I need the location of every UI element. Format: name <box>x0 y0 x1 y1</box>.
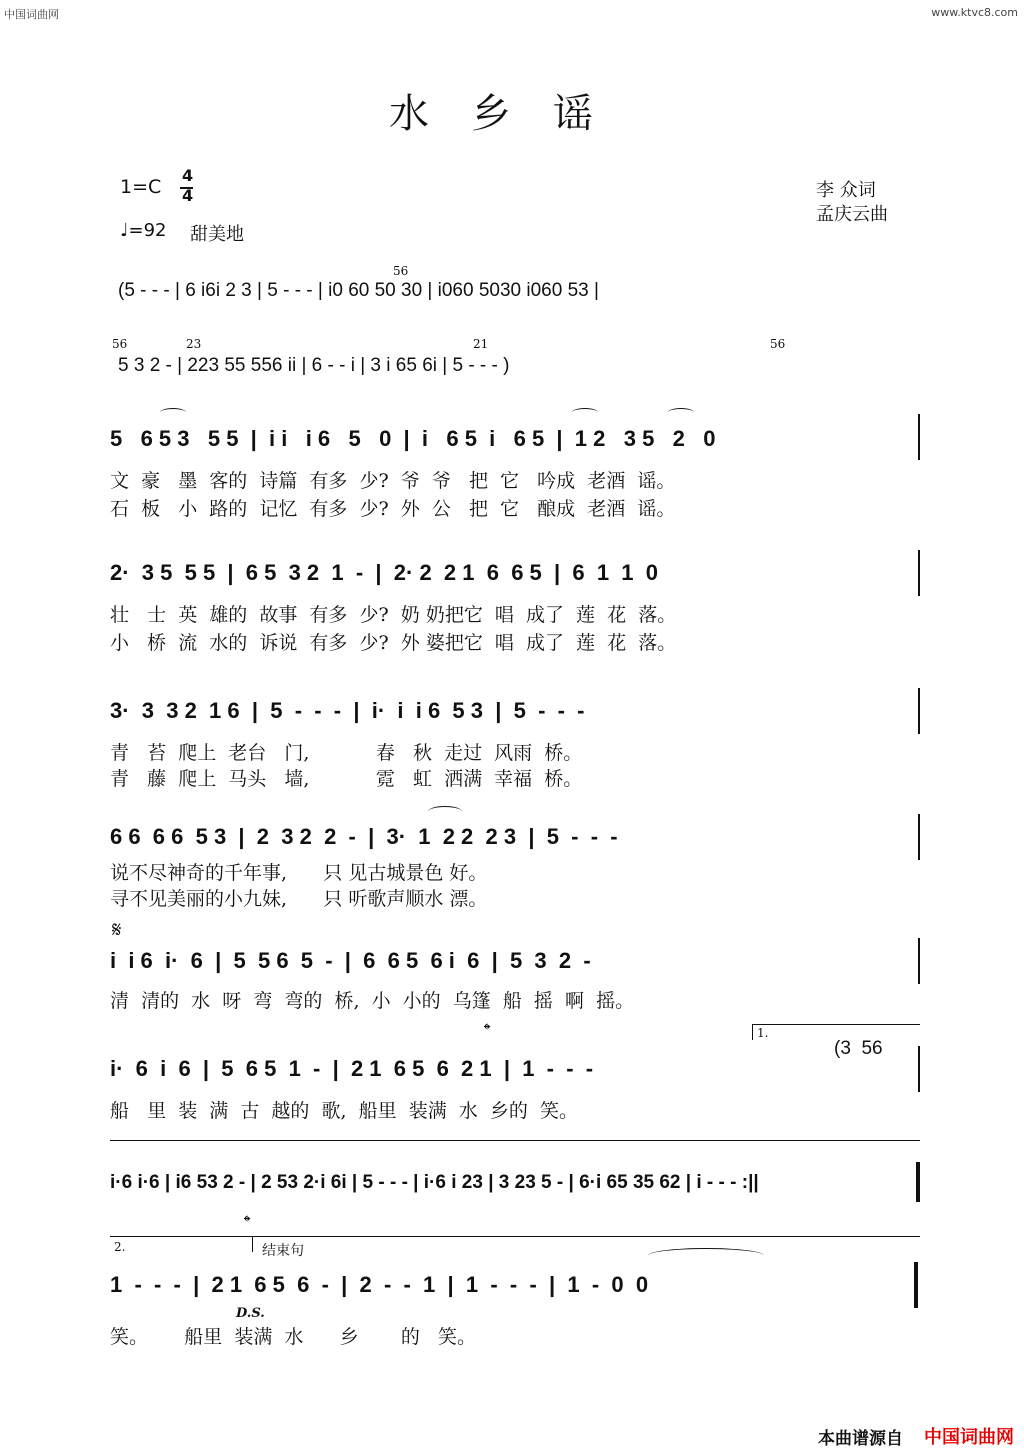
slur <box>428 806 462 817</box>
lyrics-verse-2: 寻不见美丽的小九妹, 只 听歌声顺水 漂。 <box>110 888 488 910</box>
lyrics-verse-2: 青 藤 爬上 马头 墙, 霓 虹 洒满 幸福 桥。 <box>110 768 583 790</box>
tempo-marking: ♩=92 <box>120 220 167 241</box>
coda-sign: 𝄌 <box>484 1020 491 1041</box>
segno-sign: 𝄋 <box>112 918 122 943</box>
lyrics-verse-2: 小 桥 流 水的 诉说 有多 少? 外 婆把它 唱 成了 莲 花 落。 <box>110 632 677 654</box>
lyrics-verse-1: 说不尽神奇的千年事, 只 见古城景色 好。 <box>110 862 488 884</box>
composer-credit: 孟庆云曲 <box>816 204 888 225</box>
key-signature: 1=C <box>120 176 162 198</box>
lyrics-verse-1: 文 豪 墨 客的 诗篇 有多 少? 爷 爷 把 它 吟成 老酒 谣。 <box>110 470 676 492</box>
coda-sign: 𝄌 <box>244 1212 251 1233</box>
melody-line: 3· 3 3 2 1 6 | 5 - - - | i· i i 6 5 3 | 5 - - - <box>110 698 585 723</box>
barline <box>918 550 920 596</box>
barline <box>918 938 920 984</box>
grace-note: 56 <box>112 337 128 351</box>
volta-line <box>110 1140 920 1141</box>
slur <box>668 408 694 417</box>
lyrics-verse-1: 壮 士 英 雄的 故事 有多 少? 奶 奶把它 唱 成了 莲 花 落。 <box>110 604 677 626</box>
grace-note: 21 <box>473 337 489 351</box>
volta-bracket <box>110 1236 920 1237</box>
final-barline <box>914 1262 918 1308</box>
volta-number: 1. <box>757 1026 769 1040</box>
expression-marking: 甜美地 <box>190 224 244 245</box>
tie <box>648 1248 764 1263</box>
slur <box>160 408 186 417</box>
intro-line-2: 5 3 2 - | 223 55 556 ii | 6 - - i | 3 i 65 6i | 5 - - - ) <box>118 355 510 376</box>
barline <box>918 1046 920 1092</box>
repeat-barline <box>916 1162 920 1202</box>
lyrics-verse-1: 船 里 装 满 古 越的 歌, 船里 装满 水 乡的 笑。 <box>110 1100 578 1122</box>
site-url: www.ktvc8.com <box>931 6 1018 19</box>
melody-line: i· 6 i 6 | 5 6 5 1 - | 2 1 6 5 6 2 1 | 1 - - - <box>110 1056 594 1081</box>
melody-line: 1 - - - | 2 1 6 5 6 - | 2 - - 1 | 1 - - - | 1 - 0 0 <box>110 1272 649 1297</box>
lyrics-verse-1: 笑。 船里 装满 水 乡 的 笑。 <box>110 1326 477 1348</box>
dal-segno: D.S. <box>236 1306 265 1321</box>
melody-line: i·6 i·6 | i6 53 2 - | 2 53 2·i 6i | 5 - - - | i·6 i 23 | 3 23 5 - | 6·i 65 35 62 | i - - - :|| <box>110 1172 759 1193</box>
time-numerator: 4 <box>182 166 194 185</box>
grace-note: 23 <box>186 337 202 351</box>
barline <box>918 414 920 460</box>
volta-bracket <box>752 1024 920 1025</box>
melody-line: 6 6 6 6 5 3 | 2 3 2 2 - | 3· 1 2 2 2 3 | 5 - - - <box>110 824 618 849</box>
lyrics-verse-1: 清 清的 水 呀 弯 弯的 桥, 小 小的 乌篷 船 摇 啊 摇。 <box>110 990 635 1012</box>
lyricist-credit: 李 众词 <box>816 180 876 201</box>
brand-name[interactable]: 中国词曲网 <box>924 1427 1014 1448</box>
grace-note: 56 <box>393 264 409 278</box>
pickup-notes: (3 56 <box>834 1038 883 1059</box>
song-title: 水乡谣 <box>389 91 635 137</box>
site-name-left: 中国词曲网 <box>4 8 59 21</box>
melody-line: i i 6 i· 6 | 5 5 6 5 - | 6 6 5 6 i 6 | 5 3 2 - <box>110 948 591 973</box>
lyrics-verse-2: 石 板 小 路的 记忆 有多 少? 外 公 把 它 酿成 老酒 谣。 <box>110 498 676 520</box>
source-label: 本曲谱源自 <box>818 1429 903 1449</box>
melody-line: 2· 3 5 5 5 | 6 5 3 2 1 - | 2· 2 2 1 6 6 5 | 6 1 1 0 <box>110 560 658 585</box>
intro-line-1: (5 - - - | 6 i6i 2 3 | 5 - - - | i0 60 50 30 | i060 5030 i060 53 | <box>118 280 599 301</box>
ending-label: 结束句 <box>262 1243 304 1259</box>
grace-note: 56 <box>770 337 786 351</box>
volta-bracket-edge <box>252 1236 253 1252</box>
barline <box>918 688 920 734</box>
melody-line: 5 6 5 3 5 5 | i i i 6 5 0 | i 6 5 i 6 5 | 1 2 3 5 2 0 <box>110 426 716 451</box>
volta-bracket-edge <box>752 1024 753 1040</box>
lyrics-verse-1: 青 苔 爬上 老台 门, 春 秋 走过 风雨 桥。 <box>110 742 583 764</box>
volta-number: 2. <box>114 1240 126 1254</box>
slur <box>572 408 598 417</box>
barline <box>918 814 920 860</box>
time-denominator: 4 <box>182 186 194 205</box>
